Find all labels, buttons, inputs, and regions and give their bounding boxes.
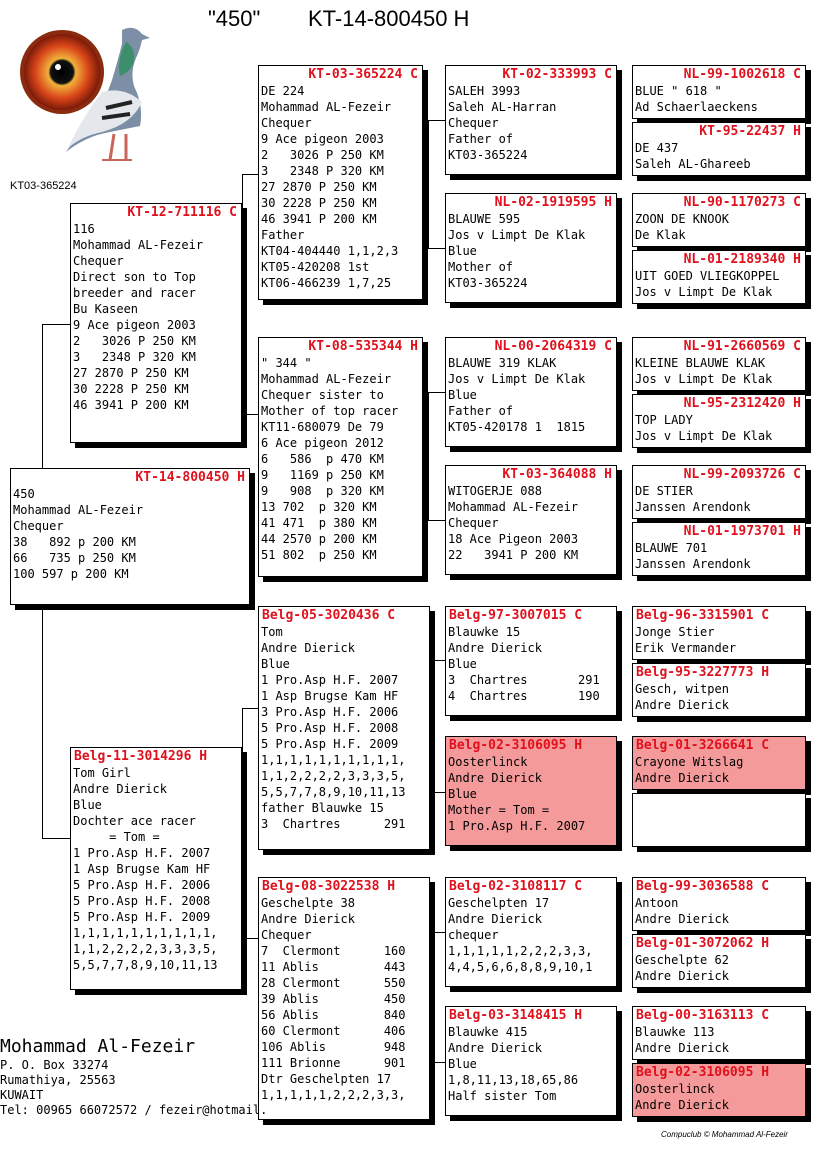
card-line: Blue: [448, 1057, 477, 1071]
card-line: 7 Clermont 160: [261, 944, 406, 958]
card-line: Crayone Witslag: [635, 755, 744, 769]
card-line: Ad Schaerlaeckens: [635, 100, 758, 114]
card-line: BLAUWE 701: [635, 541, 708, 555]
card-line: Andre Dierick: [635, 1098, 729, 1112]
card-line: 1 Asp Brugse Kam HF: [261, 689, 399, 703]
ring-number: Belg-02-3108117 C: [449, 879, 583, 894]
card-line: Tom: [261, 625, 283, 639]
pedigree-connector-line: [42, 324, 71, 325]
pedigree-card-fm: [258, 337, 423, 577]
card-line: 2 3026 P 250 KM: [261, 148, 384, 162]
pedigree-card-mfm: [445, 736, 617, 846]
card-line: Saleh AL-Ghareeb: [635, 157, 751, 171]
card-line: 27 2870 P 250 KM: [261, 180, 377, 194]
card-line: Chequer: [448, 116, 499, 130]
ring-number: Belg-01-3072062 H: [636, 936, 770, 951]
card-line: Chequer sister to: [261, 388, 384, 402]
card-line: Oosterlinck: [448, 755, 528, 769]
pedigree-connector-line: [242, 414, 258, 415]
card-line: Half sister Tom: [448, 1089, 557, 1103]
ring-number: NL-00-2064319 C: [494, 339, 612, 354]
ring-number: Belg-02-3106095 H: [449, 738, 583, 753]
card-line: Chequer: [261, 116, 312, 130]
card-line: 1,1,2,2,2,2,3,3,3,5,: [73, 942, 218, 956]
card-line: 4,4,5,6,6,8,8,9,10,1: [448, 960, 593, 974]
card-line: Jos v Limpt De Klak: [448, 372, 586, 386]
card-line: 9 1169 p 250 KM: [261, 468, 384, 482]
pedigree-card-mmf: [445, 877, 617, 987]
card-line: Mother of: [448, 260, 514, 274]
pedigree-card-mf: [258, 606, 430, 850]
pedigree-card-g11: [632, 736, 806, 790]
card-line: 1 Pro.Asp H.F. 2007: [73, 846, 211, 860]
card-line: Mohammad AL-Fezeir: [73, 238, 204, 252]
card-line: 9 Ace pigeon 2003: [261, 132, 384, 146]
card-line: Janssen Arendonk: [635, 500, 751, 514]
ring-number: NL-90-1170273 C: [683, 195, 801, 210]
card-line: Oosterlinck: [635, 1082, 715, 1096]
card-line: Andre Dierick: [635, 771, 729, 785]
card-line: 5 Pro.Asp H.F. 2008: [261, 721, 399, 735]
card-line: 41 471 p 380 KM: [261, 516, 377, 530]
card-line: Antoon: [635, 896, 679, 910]
card-line: 44 2570 p 200 KM: [261, 532, 377, 546]
card-line: Blue: [448, 787, 477, 801]
pedigree-connector-line: [242, 708, 258, 709]
card-line: father Blauwke 15: [261, 801, 384, 815]
ring-number: NL-99-2093726 C: [683, 467, 801, 482]
card-line: 450: [13, 487, 35, 501]
card-line: BLUE " 618 ": [635, 84, 722, 98]
card-line: Mohammad AL-Fezeir: [261, 372, 392, 386]
card-line: 6 586 p 470 KM: [261, 452, 384, 466]
pedigree-card-ff: [258, 65, 423, 300]
pedigree-card-g1: [632, 65, 806, 119]
pedigree-connector-line: [242, 938, 258, 939]
card-line: Blue: [73, 798, 102, 812]
pedigree-card-g12: [632, 793, 806, 847]
pedigree-card-g4: [632, 250, 806, 304]
card-line: Chequer: [13, 519, 64, 533]
pedigree-connector-line: [428, 520, 445, 521]
pedigree-card-ffm: [445, 193, 617, 303]
card-line: Jonge Stier: [635, 625, 715, 639]
card-line: KLEINE BLAUWE KLAK: [635, 356, 766, 370]
card-line: 3 Pro.Asp H.F. 2006: [261, 705, 399, 719]
card-line: Dochter ace racer: [73, 814, 196, 828]
owner-address-line: P. O. Box 33274: [0, 1058, 109, 1072]
ring-number: Belg-00-3163113 C: [636, 1008, 770, 1023]
card-line: KT04-404440 1,1,2,3: [261, 244, 399, 258]
card-line: 27 2870 P 250 KM: [73, 366, 189, 380]
card-line: Father: [261, 228, 305, 242]
pedigree-connector-line: [242, 708, 243, 938]
card-line: 28 Clermont 550: [261, 976, 406, 990]
ring-number: KT-03-365224 C: [308, 67, 418, 82]
card-line: 18 Ace Pigeon 2003: [448, 532, 579, 546]
card-line: Geschelpte 38: [261, 896, 355, 910]
pedigree-connector-line: [432, 660, 433, 792]
owner-name: Mohammad Al-Fezeir: [0, 1036, 196, 1057]
ring-number: KT-02-333993 C: [502, 67, 612, 82]
card-line: 38 892 p 200 KM: [13, 535, 136, 549]
card-line: DE STIER: [635, 484, 693, 498]
pedigree-connector-line: [432, 932, 445, 933]
card-line: Saleh AL-Harran: [448, 100, 557, 114]
card-line: = Tom =: [73, 830, 160, 844]
pedigree-connector-line: [428, 120, 445, 121]
card-line: BLAUWE 319 KLAK: [448, 356, 557, 370]
card-line: UIT GOED VLIEGKOPPEL: [635, 269, 780, 283]
card-line: 5,5,7,7,8,9,10,11,13: [261, 785, 406, 799]
card-line: Andre Dierick: [635, 912, 729, 926]
card-line: 9 908 p 320 KM: [261, 484, 384, 498]
card-line: KT05-420178 1 1815: [448, 420, 586, 434]
card-line: breeder and racer: [73, 286, 196, 300]
card-line: Andre Dierick: [635, 698, 729, 712]
card-line: 66 735 p 250 KM: [13, 551, 136, 565]
ring-number: Belg-02-3106095 H: [636, 1065, 770, 1080]
card-line: 1,1,1,1,1,1,1,1,1,1,: [261, 753, 406, 767]
ring-number: KT-12-711116 C: [127, 205, 237, 220]
card-line: 39 Ablis 450: [261, 992, 406, 1006]
pedigree-card-g5: [632, 337, 806, 391]
pedigree-card-g6: [632, 394, 806, 448]
card-line: 46 3941 P 200 KM: [73, 398, 189, 412]
card-line: 13 702 p 320 KM: [261, 500, 377, 514]
ring-number: Belg-11-3014296 H: [74, 749, 208, 764]
card-line: KT05-420208 1st: [261, 260, 370, 274]
pedigree-connector-line: [242, 174, 243, 414]
card-line: Andre Dierick: [73, 782, 167, 796]
card-line: 30 2228 P 250 KM: [73, 382, 189, 396]
card-line: KT03-365224: [448, 148, 528, 162]
pedigree-card-g3: [632, 193, 806, 247]
pedigree-connector-line: [428, 120, 429, 248]
ring-number: Belg-08-3022538 H: [262, 879, 396, 894]
card-line: Father of: [448, 404, 514, 418]
ring-number: NL-99-1002618 C: [683, 67, 801, 82]
card-line: Gesch, witpen: [635, 682, 729, 696]
pedigree-connector-line: [42, 605, 43, 839]
card-line: 1 Asp Brugse Kam HF: [73, 862, 211, 876]
pedigree-card-mff: [445, 606, 617, 716]
pedigree-card-m: [70, 747, 242, 990]
pedigree-card-p: [10, 468, 250, 605]
card-line: 5 Pro.Asp H.F. 2006: [73, 878, 211, 892]
card-line: 51 802 p 250 KM: [261, 548, 377, 562]
card-line: 1,1,2,2,2,2,3,3,3,5,: [261, 769, 406, 783]
owner-address-line: KUWAIT: [0, 1088, 44, 1102]
pedigree-card-g15: [632, 1006, 806, 1060]
pedigree-connector-line: [428, 248, 445, 249]
card-line: TOP LADY: [635, 413, 693, 427]
card-line: Chequer: [73, 254, 124, 268]
pedigree-card-g2: [632, 122, 806, 176]
card-line: Jos v Limpt De Klak: [635, 372, 773, 386]
ring-number: Belg-01-3266641 C: [636, 738, 770, 753]
ring-number: KT-95-22437 H: [699, 124, 801, 139]
card-line: Jos v Limpt De Klak: [448, 228, 586, 242]
card-line: 1 Pro.Asp H.F. 2007: [448, 819, 586, 833]
pedigree-card-g9: [632, 606, 806, 660]
pedigree-connector-line: [242, 174, 258, 175]
photo-caption: KT03-365224: [10, 180, 77, 192]
ring-number: KT-14-800450 H: [135, 470, 245, 485]
ring-number: NL-02-1919595 H: [494, 195, 612, 210]
footer-credit: Compuclub © Mohammad Al-Fezeir: [661, 1130, 788, 1139]
owner-contact: Tel: 00965 66072572 / fezeir@hotmail.: [0, 1103, 268, 1117]
card-line: Mohammad AL-Fezeir: [448, 500, 579, 514]
pedigree-card-mmm: [445, 1006, 617, 1116]
pedigree-connector-line: [432, 1062, 445, 1063]
card-line: Bu Kaseen: [73, 302, 139, 316]
pedigree-card-g7: [632, 465, 806, 519]
card-line: 1,1,1,1,1,1,1,1,1,1,: [73, 926, 218, 940]
card-line: 22 3941 P 200 KM: [448, 548, 579, 562]
pedigree-name: "450": [208, 6, 261, 31]
ring-number: NL-91-2660569 C: [683, 339, 801, 354]
card-line: 5 Pro.Asp H.F. 2009: [73, 910, 211, 924]
ring-number: KT-08-535344 H: [308, 339, 418, 354]
pedigree-card-fff: [445, 65, 617, 175]
card-line: Andre Dierick: [635, 1041, 729, 1055]
card-line: DE 224: [261, 84, 305, 98]
ring-number: Belg-99-3036588 C: [636, 879, 770, 894]
pedigree-connector-line: [428, 392, 429, 520]
card-line: 30 2228 P 250 KM: [261, 196, 377, 210]
card-line: 3 Chartres 291: [448, 673, 600, 687]
pigeon-with-eye-logo: [14, 12, 174, 172]
card-line: Blue: [448, 388, 477, 402]
card-line: Andre Dierick: [448, 1041, 542, 1055]
card-line: 60 Clermont 406: [261, 1024, 406, 1038]
card-line: Dtr Geschelpten 17: [261, 1072, 392, 1086]
card-line: 46 3941 P 200 KM: [261, 212, 377, 226]
card-line: Andre Dierick: [261, 912, 355, 926]
card-line: Tom Girl: [73, 766, 131, 780]
card-line: Erik Vermander: [635, 641, 737, 655]
ring-number: Belg-05-3020436 C: [262, 608, 396, 623]
card-line: Andre Dierick: [448, 912, 542, 926]
card-line: 106 Ablis 948: [261, 1040, 406, 1054]
card-line: 111 Brionne 901: [261, 1056, 406, 1070]
card-line: 1,1,1,1,1,2,2,2,3,3,: [448, 944, 593, 958]
owner-block: [0, 1036, 267, 1118]
card-line: Jos v Limpt De Klak: [635, 429, 773, 443]
card-line: WITOGERJE 088: [448, 484, 542, 498]
card-line: chequer: [448, 928, 499, 942]
card-line: 5 Pro.Asp H.F. 2008: [73, 894, 211, 908]
pedigree-connector-line: [432, 660, 445, 661]
pedigree-connector-line: [432, 932, 433, 1062]
pedigree-card-fmf: [445, 337, 617, 447]
card-line: Blue: [448, 244, 477, 258]
owner-address-line: Rumathiya, 25563: [0, 1073, 116, 1087]
pedigree-ring: KT-14-800450 H: [308, 6, 470, 31]
card-line: 1,1,1,1,1,2,2,2,3,3,: [261, 1088, 406, 1102]
pedigree-card-mm: [258, 877, 430, 1120]
pedigree-card-g16: [632, 1063, 806, 1117]
card-line: 116: [73, 222, 95, 236]
card-line: 1,8,11,13,18,65,86: [448, 1073, 579, 1087]
ring-number: Belg-95-3227773 H: [636, 665, 770, 680]
card-line: Geschelpte 62: [635, 953, 729, 967]
pedigree-connector-line: [42, 838, 70, 839]
card-line: Andre Dierick: [448, 641, 542, 655]
card-line: KT06-466239 1,7,25: [261, 276, 392, 290]
card-line: 3 Chartres 291: [261, 817, 406, 831]
card-line: 3 2348 P 320 KM: [261, 164, 384, 178]
card-line: KT03-365224: [448, 276, 528, 290]
card-line: Janssen Arendonk: [635, 557, 751, 571]
card-line: KT11-680079 De 79: [261, 420, 384, 434]
card-line: Jos v Limpt De Klak: [635, 285, 773, 299]
ring-number: Belg-96-3315901 C: [636, 608, 770, 623]
card-line: De Klak: [635, 228, 686, 242]
card-line: Andre Dierick: [261, 641, 355, 655]
card-line: Blauwke 415: [448, 1025, 528, 1039]
pedigree-card-f: [70, 203, 242, 443]
card-line: Mother of top racer: [261, 404, 399, 418]
card-line: " 344 ": [261, 356, 312, 370]
card-line: 9 Ace pigeon 2003: [73, 318, 196, 332]
ring-number: [635, 795, 803, 811]
ring-number: NL-01-2189340 H: [683, 252, 801, 267]
pedigree-card-g8: [632, 522, 806, 576]
card-line: 56 Ablis 840: [261, 1008, 406, 1022]
pedigree-card-g10: [632, 663, 806, 717]
card-line: Chequer: [448, 516, 499, 530]
card-line: 6 Ace pigeon 2012: [261, 436, 384, 450]
card-line: Blauwke 15: [448, 625, 521, 639]
pedigree-connector-line: [432, 792, 445, 793]
ring-number: Belg-03-3148415 H: [449, 1008, 583, 1023]
pedigree-card-fmm: [445, 465, 617, 575]
pedigree-connector-line: [428, 392, 445, 393]
ring-number: NL-01-1973701 H: [683, 524, 801, 539]
card-line: Andre Dierick: [635, 969, 729, 983]
card-line: Father of: [448, 132, 514, 146]
card-line: Geschelpten 17: [448, 896, 550, 910]
ring-number: KT-03-364088 H: [502, 467, 612, 482]
card-line: Blue: [261, 657, 290, 671]
card-line: Mohammad AL-Fezeir: [261, 100, 392, 114]
pedigree-card-g13: [632, 877, 806, 931]
card-line: 4 Chartres 190: [448, 689, 600, 703]
pedigree-card-g14: [632, 934, 806, 988]
card-line: Mother = Tom =: [448, 803, 550, 817]
card-line: SALEH 3993: [448, 84, 521, 98]
ring-number: NL-95-2312420 H: [683, 396, 801, 411]
ring-number: Belg-97-3007015 C: [449, 608, 583, 623]
card-line: 11 Ablis 443: [261, 960, 406, 974]
pedigree-connector-line: [42, 324, 43, 468]
card-line: Chequer: [261, 928, 312, 942]
card-line: DE 437: [635, 141, 679, 155]
card-line: ZOON DE KNOOK: [635, 212, 729, 226]
card-line: Direct son to Top: [73, 270, 196, 284]
card-line: 5,5,7,7,8,9,10,11,13: [73, 958, 218, 972]
card-line: 2 3026 P 250 KM: [73, 334, 196, 348]
card-line: Mohammad AL-Fezeir: [13, 503, 144, 517]
card-line: BLAUWE 595: [448, 212, 521, 226]
card-line: 100 597 p 200 KM: [13, 567, 129, 581]
card-line: Andre Dierick: [448, 771, 542, 785]
card-line: 3 2348 P 320 KM: [73, 350, 196, 364]
card-line: Blauwke 113: [635, 1025, 715, 1039]
card-line: 1 Pro.Asp H.F. 2007: [261, 673, 399, 687]
card-line: Blue: [448, 657, 477, 671]
card-line: 5 Pro.Asp H.F. 2009: [261, 737, 399, 751]
